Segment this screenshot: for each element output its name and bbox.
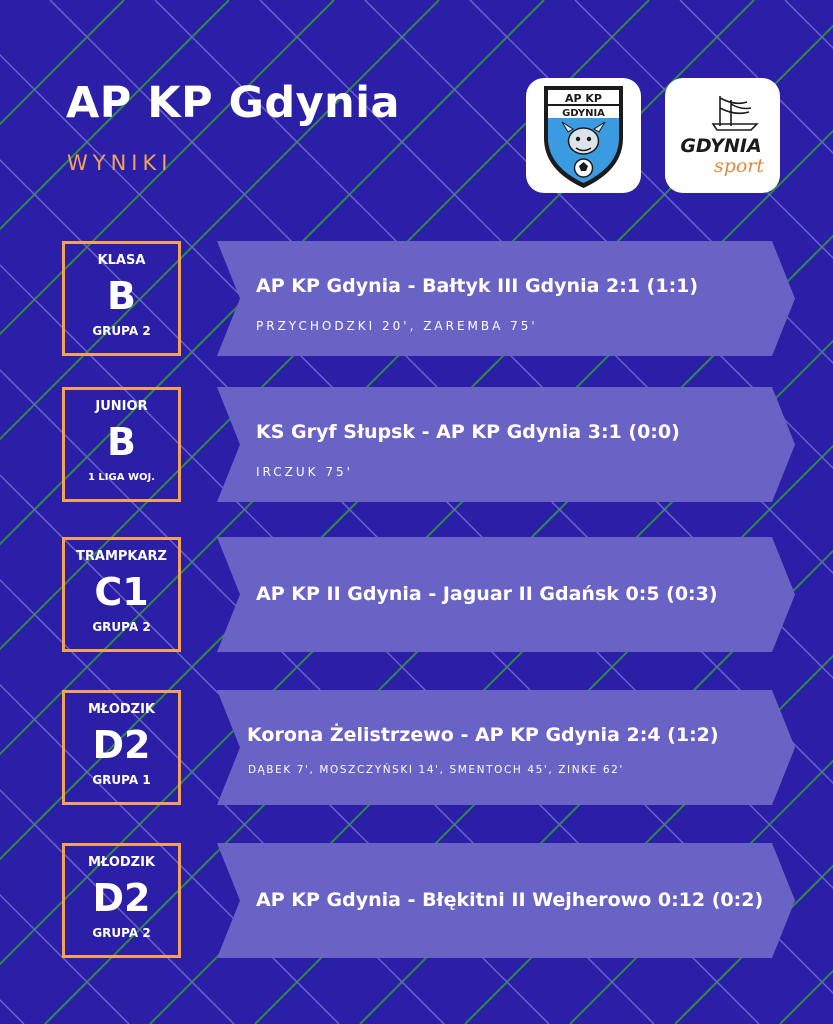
group-label: GRUPA 2 — [92, 926, 151, 940]
goal-scorers: DĄBEK 7', MOSZCZYŃSKI 14', SMENTOCH 45', ZINKE 62' — [248, 764, 624, 776]
level-label: D2 — [92, 876, 151, 920]
result-arrow-banner — [217, 387, 795, 502]
gdynia-sport-logo — [665, 78, 780, 193]
category-badge — [62, 241, 181, 356]
group-label: GRUPA 2 — [92, 324, 151, 338]
group-label: 1 LIGA WOJ. — [87, 472, 155, 483]
club-logo — [526, 78, 641, 193]
page-title: AP KP Gdynia — [66, 78, 401, 128]
category-label: MŁODZIK — [88, 702, 155, 717]
category-label: TRAMPKARZ — [76, 549, 167, 564]
category-label: KLASA — [97, 253, 146, 268]
level-label: B — [107, 420, 136, 464]
match-row — [0, 690, 833, 805]
club-logo-text-top: AP KP — [565, 92, 602, 105]
match-row — [0, 537, 833, 652]
goal-scorers: IRCZUK 75' — [256, 465, 353, 479]
match-result: KS Gryf Słupsk - AP KP Gdynia 3:1 (0:0) — [256, 421, 680, 443]
level-label: B — [107, 274, 136, 318]
category-label: JUNIOR — [95, 399, 148, 414]
group-label: GRUPA 1 — [92, 773, 151, 787]
match-result: AP KP Gdynia - Błękitni II Wejherowo 0:12 (0:2) — [256, 889, 764, 911]
result-arrow-banner — [217, 241, 795, 356]
group-label: GRUPA 2 — [92, 620, 151, 634]
match-row — [0, 843, 833, 958]
category-badge — [62, 690, 181, 805]
level-label: C1 — [94, 570, 149, 614]
category-badge — [62, 843, 181, 958]
category-label: MŁODZIK — [88, 855, 155, 870]
sport-logo-text-1: GDYNIA — [680, 135, 762, 157]
match-row — [0, 241, 833, 356]
goal-scorers: PRZYCHODZKI 20', ZAREMBA 75' — [256, 319, 538, 333]
club-logo-text-bottom: GDYNIA — [562, 108, 605, 119]
page-subtitle: WYNIKI — [67, 151, 173, 175]
level-label: D2 — [92, 723, 151, 767]
sport-logo-text-2: sport — [713, 155, 765, 177]
match-result: AP KP II Gdynia - Jaguar II Gdańsk 0:5 (0:3) — [256, 583, 718, 605]
category-badge — [62, 537, 181, 652]
match-result: Korona Żelistrzewo - AP KP Gdynia 2:4 (1:2) — [247, 724, 719, 746]
result-arrow-banner — [217, 690, 795, 805]
category-badge — [62, 387, 181, 502]
match-row — [0, 387, 833, 502]
match-result: AP KP Gdynia - Bałtyk III Gdynia 2:1 (1:1) — [256, 275, 699, 297]
